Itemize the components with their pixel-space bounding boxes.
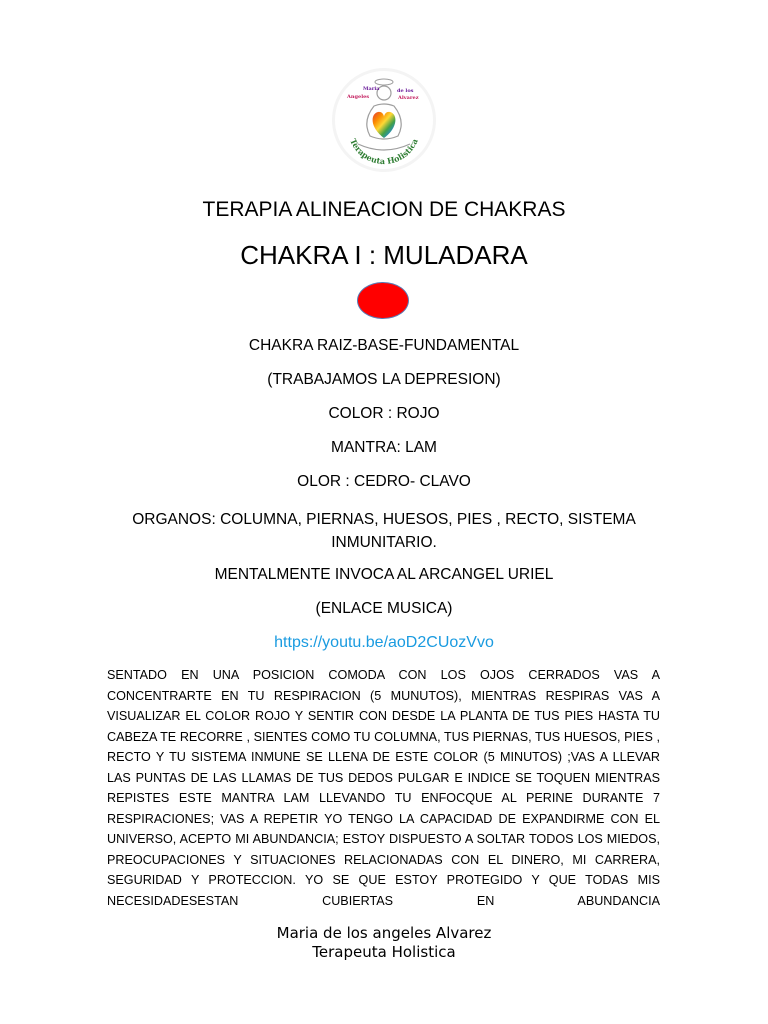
archangel-invocation: MENTALMENTE INVOCA AL ARCANGEL URIEL bbox=[214, 566, 554, 583]
signature-role: Terapeuta Holistica bbox=[312, 943, 456, 961]
chakra-organs: ORGANOS: COLUMNA, PIERNAS, HUESOS, PIES , RECTO, SISTEMA INMUNITARIO. bbox=[132, 511, 636, 551]
logo-text-angeles: Angeles bbox=[347, 94, 370, 100]
chakra-mantra: MANTRA: LAM bbox=[331, 439, 437, 456]
music-link-label: (ENLACE MUSICA) bbox=[315, 600, 453, 617]
chakra-work: (TRABAJAMOS LA DEPRESION) bbox=[267, 371, 501, 388]
logo-text-maria: Maria bbox=[363, 86, 380, 92]
music-link[interactable]: https://youtu.be/aoD2CUozVvo bbox=[274, 634, 494, 651]
chakra-title: CHAKRA I : MULADARA bbox=[240, 240, 528, 270]
logo-text-arc: Terapeuta Holistica bbox=[348, 136, 420, 167]
chakra-type: CHAKRA RAIZ-BASE-FUNDAMENTAL bbox=[248, 337, 520, 354]
meditation-instructions: SENTADO EN UNA POSICION COMODA CON LOS OJOS CERRADOS VAS A CONCENTRARTE EN TU RESPIRACION (5 MUNUTOS), MIENTRAS RESPIRAS VAS A VISUALIZAR EL COLOR ROJO Y SENTIR CON DESDE LA PLANTA DE TUS PIES HASTA TU CABEZA TE RECORRE , SIENTES COMO TU COLUMNA, TUS PIERNAS, TUS HUESOS, PIES , RECTO Y TU SISTEMA INMUNE SE LLENA DE ESTE COLOR (5 MINUTOS) ;VAS A LLEVAR LAS PUNTAS DE LAS LLAMAS DE TUS DEDOS PULGAR E INDICE SE TOQUEN MIENTRAS REPISTES ESTE MANTRA LAM LLEVANDO TU ENFOCQUE AL PERINE DURANTE 7 RESPIRACIONES; VAS A REPETIR YO TENGO LA CAPACIDAD DE EXPANDIRME CON EL UNIVERSO, ACEPTO MI ABUNDANCIA; ESTOY DISPUESTO A SOLTAR TODOS LOS MIEDOS, PREOCUPACIONES Y SITUACIONES RELACIONADAS CON EL DINERO, MI CARRERA, SEGURIDAD Y PROTECCION. YO SE QUE ESTOY PROTEGIDO Y QUE TODAS MIS NECESIDADESESTAN CUBIERTAS EN ABUNDANCIA bbox=[107, 668, 660, 908]
logo-text-alvarez: Alvarez bbox=[398, 95, 419, 101]
chakra-color: COLOR : ROJO bbox=[328, 405, 440, 422]
signature-name: Maria de los angeles Alvarez bbox=[276, 924, 492, 942]
chakra-color-dot bbox=[357, 282, 409, 319]
chakra-scent: OLOR : CEDRO- CLAVO bbox=[297, 473, 471, 490]
logo-text-delos: de los bbox=[397, 88, 414, 94]
document-title: TERAPIA ALINEACION DE CHAKRAS bbox=[202, 198, 566, 221]
logo bbox=[330, 66, 438, 174]
